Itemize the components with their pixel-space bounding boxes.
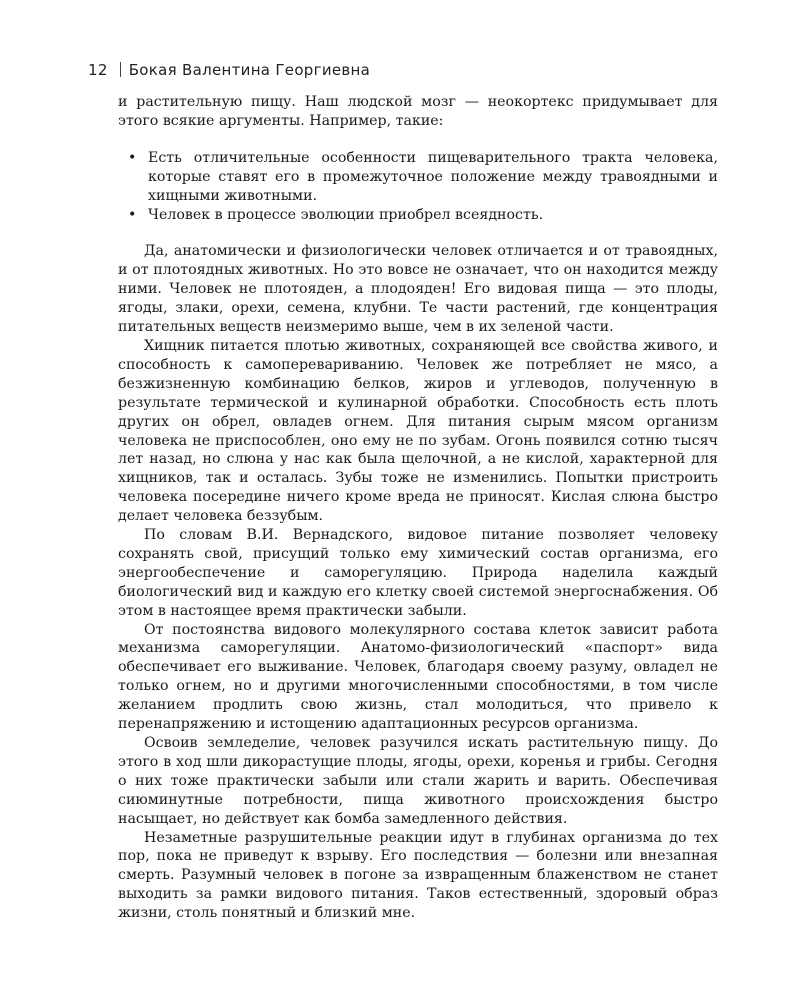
header-separator [120, 62, 121, 77]
author-name: Бокая Валентина Георгиевна [128, 61, 371, 79]
paragraph: По словам В.И. Вернадского, видовое питание позволяет человеку сохранять свой, присущий только ему химический состав организма, его энергообеспечение и саморегуляцию. Природа наделила каждый биологический вид и каждую его клетку своей системой энергоснабжения. Об этом в настоящее время практически забыли. [118, 527, 718, 619]
bullet-icon: • [128, 149, 137, 166]
list-item-text: Есть отличительные особенности пищеварительного тракта человека, которые ставят его в промежуточное положение между травоядными и хищными животными. [148, 149, 718, 204]
list-item [118, 149, 718, 206]
intro-paragraph: и растительную пищу. Наш людской мозг — неокортекс придумывает для этого всякие аргументы. Например, такие: [118, 94, 718, 129]
body-text [118, 93, 718, 923]
paragraph: Освоив земледелие, человек разучился искать растительную пищу. До этого в ход шли дикорастущие плоды, ягоды, орехи, коренья и грибы. Сегодня о них тоже практически забыли или стали жарить и варить. Обеспечивая сиюминутные потребности, пища животного происхождения быстро насыщает, но действует как бомба замедленного действия. [118, 735, 718, 827]
page-number: 12 [88, 61, 108, 79]
paragraph: Хищник питается плотью животных, сохраняющей все свойства живого, и способность к самоперевариванию. Человек же потребляет не мясо, а безжизненную комбинацию белков, жиров и углеводов, полученную в результате термической и кулинарной обработки. Способность есть плоть других он обрел, овладев огнем. Для питания сырым мясом организм человека не приспособлен, оно ему не по зубам. Огонь появился сотню тысяч лет назад, но слюна у нас как была щелочной, а не кислой, характерной для хищников, так и осталась. Зубы тоже не изменились. Попытки пристроить человека посередине ничего кроме вреда не приносят. Кислая слюна быстро делает человека беззубым. [118, 337, 718, 525]
bullet-icon: • [128, 206, 137, 223]
paragraph: Да, анатомически и физиологически человек отличается и от травоядных, и от плотоядных животных. Но это вовсе не означает, что он находится между ними. Человек не плотояден, а плодояден! Его видовая пища — это плоды, ягоды, злаки, орехи, семена, клубни. Те части растений, где концентрация питательных веществ неизмеримо выше, чем в их зеленой части. [118, 243, 718, 336]
paragraph: Незаметные разрушительные реакции идут в глубинах организма до тех пор, пока не приведут к взрыву. Его последствия — болезни или внезапная смерть. Разумный человек в погоне за извращенным блаженством не станет выходить за рамки видового питания. Таков естественный, здоровый образ жизни, столь понятный и близкий мне. [118, 829, 718, 922]
bullet-list [118, 149, 718, 225]
running-head [88, 61, 370, 79]
list-item [118, 206, 718, 225]
list-item-text: Человек в процессе эволюции приобрел всеядность. [148, 206, 544, 223]
paragraph: От постоянства видового молекулярного состава клеток зависит работа механизма саморегуляции. Анатомо-физиологический «паспорт» вида обеспечивает его выживание. Человек, благодаря своему разуму, овладел не только огнем, но и другими многочисленными способностями, в том числе желанием продлить свою жизнь, стал молодиться, что привело к перенапряжению и истощению адаптационных ресурсов организма. [118, 621, 718, 733]
